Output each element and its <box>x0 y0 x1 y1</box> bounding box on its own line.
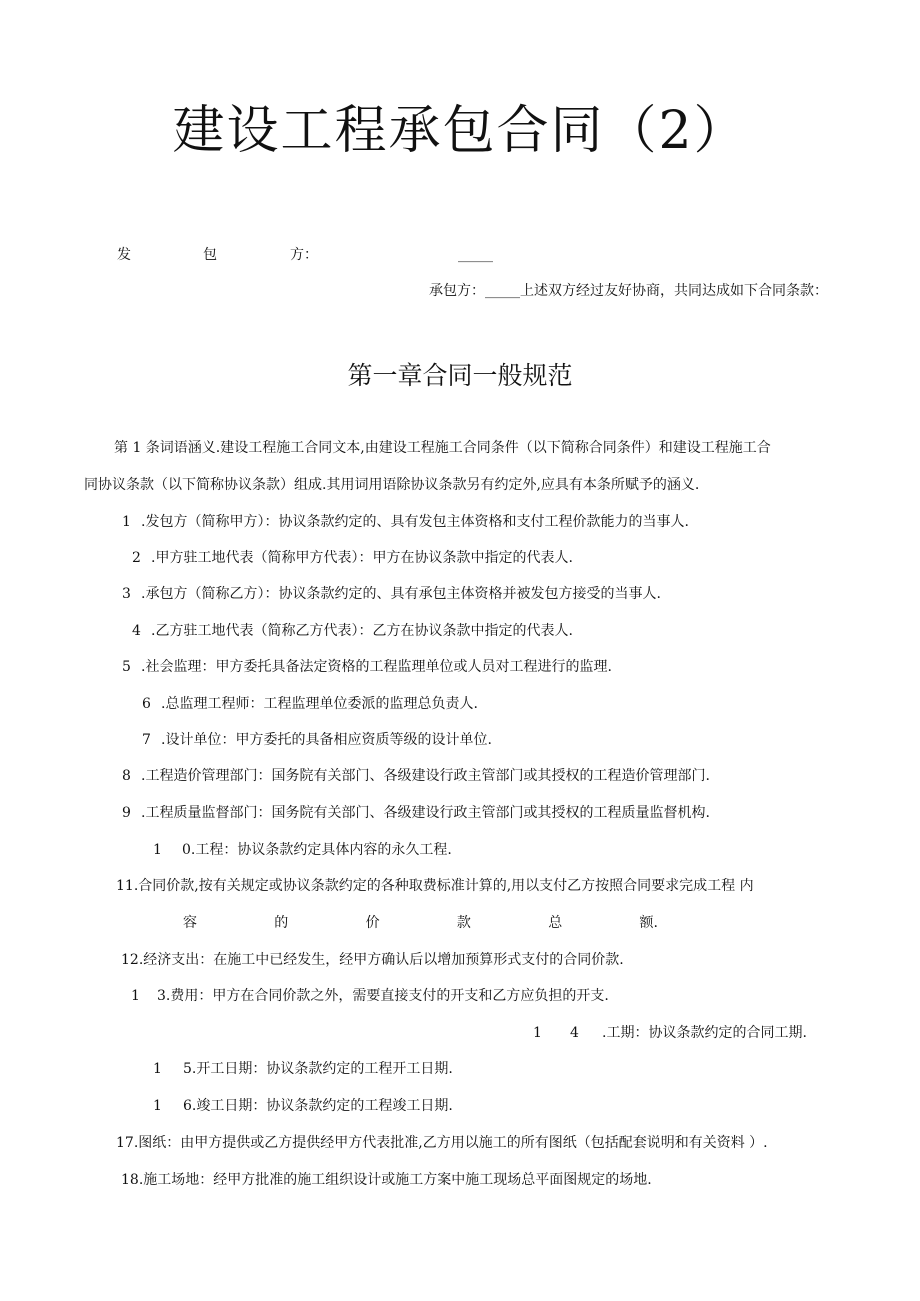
list-item <box>122 512 689 532</box>
item-number: 3 <box>122 586 131 602</box>
chapter-title: 第一章合同一般规范 <box>347 361 573 390</box>
employer-label-char-2: 包 <box>203 247 217 263</box>
item-text: .总监理工程师：工程监理单位委派的监理总负责人. <box>161 696 478 712</box>
item-text: .设计单位：甲方委托的具备相应资质等级的设计单位. <box>161 732 492 748</box>
list-item <box>122 584 661 604</box>
list-item <box>153 840 452 860</box>
item-text: 6.竣工日期：协议条款约定的工程竣工日期. <box>183 1098 453 1114</box>
list-item <box>153 1059 453 1079</box>
item-12: 12.经济支出：在施工中已经发生，经甲方确认后以增加预算形式支付的合同价款. <box>121 952 624 968</box>
contractor-line: 承包方：_____上述双方经过友好协商，共同达成如下合同条款： <box>429 283 828 299</box>
list-item <box>122 803 710 823</box>
list-item <box>153 1096 453 1116</box>
article-1-intro-line-2: 同协议条款（以下简称协议条款）组成.其用词用语除协议条款另有约定外,应具有本条所赋予的涵义. <box>84 477 700 493</box>
item-number: 1 <box>153 1061 162 1077</box>
item-text: .甲方驻工地代表（简称甲方代表）：甲方在协议条款中指定的代表人. <box>151 550 573 566</box>
list-item <box>122 657 612 677</box>
item-text: 3.费用：甲方在合同价款之外，需要直接支付的开支和乙方应负担的开支. <box>157 988 609 1004</box>
item-number: 7 <box>142 732 151 748</box>
spread-char: 容 <box>183 915 197 931</box>
item-number: 4 <box>132 623 141 639</box>
article-1-intro-line-1: 第 1 条词语涵义.建设工程施工合同文本,由建设工程施工合同条件（以下简称合同条件）和建设工程施工合 <box>114 440 771 456</box>
item-text: .发包方（简称甲方）：协议条款约定的、具有发包主体资格和支付工程价款能力的当事人. <box>141 514 689 530</box>
list-item <box>132 548 573 568</box>
item-number: 2 <box>132 550 141 566</box>
list-item <box>142 730 492 750</box>
spread-char: 总 <box>548 915 563 931</box>
item-11-line-1: 11.合同价款,按有关规定或协议条款约定的各种取费标准计算的,用以支付乙方按照合同要求完成工程 内 <box>116 878 754 894</box>
item-text: .工程质量监督部门：国务院有关部门、各级建设行政主管部门或其授权的工程质量监督机构. <box>141 805 710 821</box>
item-number: 6 <box>142 696 151 712</box>
item-number: 1 <box>153 842 162 858</box>
employer-label-char-3: 方： <box>290 247 318 263</box>
item-text: .乙方驻工地代表（简称乙方代表）：乙方在协议条款中指定的代表人. <box>151 623 573 639</box>
spread-char: 额. <box>639 915 658 931</box>
item-number: 1 <box>131 988 140 1004</box>
item-18: 18.施工场地：经甲方批准的施工组织设计或施工方案中施工现场总平面图规定的场地. <box>121 1172 652 1188</box>
item-number: 8 <box>122 768 131 784</box>
item-number: 5 <box>122 659 131 675</box>
item-number: 1 <box>533 1025 542 1041</box>
item-17: 17.图纸：由甲方提供或乙方提供经甲方代表批准,乙方用以施工的所有图纸（包括配套说明和有关资料 ）. <box>116 1135 768 1151</box>
list-item <box>132 621 573 641</box>
list-item <box>533 1023 807 1043</box>
spread-char: 的 <box>274 915 289 931</box>
list-item <box>142 694 478 714</box>
item-number: 1 <box>122 514 131 530</box>
item-text: .工期：协议条款约定的合同工期. <box>602 1025 807 1041</box>
item-number: 9 <box>122 805 131 821</box>
item-text: .承包方（简称乙方）：协议条款约定的、具有承包主体资格并被发包方接受的当事人. <box>141 586 661 602</box>
item-11-line-2 <box>183 913 658 933</box>
list-item <box>131 986 609 1006</box>
employer-blank: _____ <box>458 247 493 263</box>
item-text: 5.开工日期：协议条款约定的工程开工日期. <box>183 1061 453 1077</box>
spread-char: 价 <box>365 915 380 931</box>
document-title: 建设工程承包合同（2） <box>172 101 748 161</box>
item-text: 0.工程：协议条款约定具体内容的永久工程. <box>182 842 452 858</box>
item-text: .社会监理：甲方委托具备法定资格的工程监理单位或人员对工程进行的监理. <box>141 659 612 675</box>
employer-label-char-1: 发 <box>117 247 131 263</box>
spread-char: 款 <box>456 915 471 931</box>
list-item <box>122 766 710 786</box>
item-text: .工程造价管理部门：国务院有关部门、各级建设行政主管部门或其授权的工程造价管理部门. <box>141 768 710 784</box>
item-number: 1 <box>153 1098 162 1114</box>
item-number: 4 <box>570 1025 579 1041</box>
